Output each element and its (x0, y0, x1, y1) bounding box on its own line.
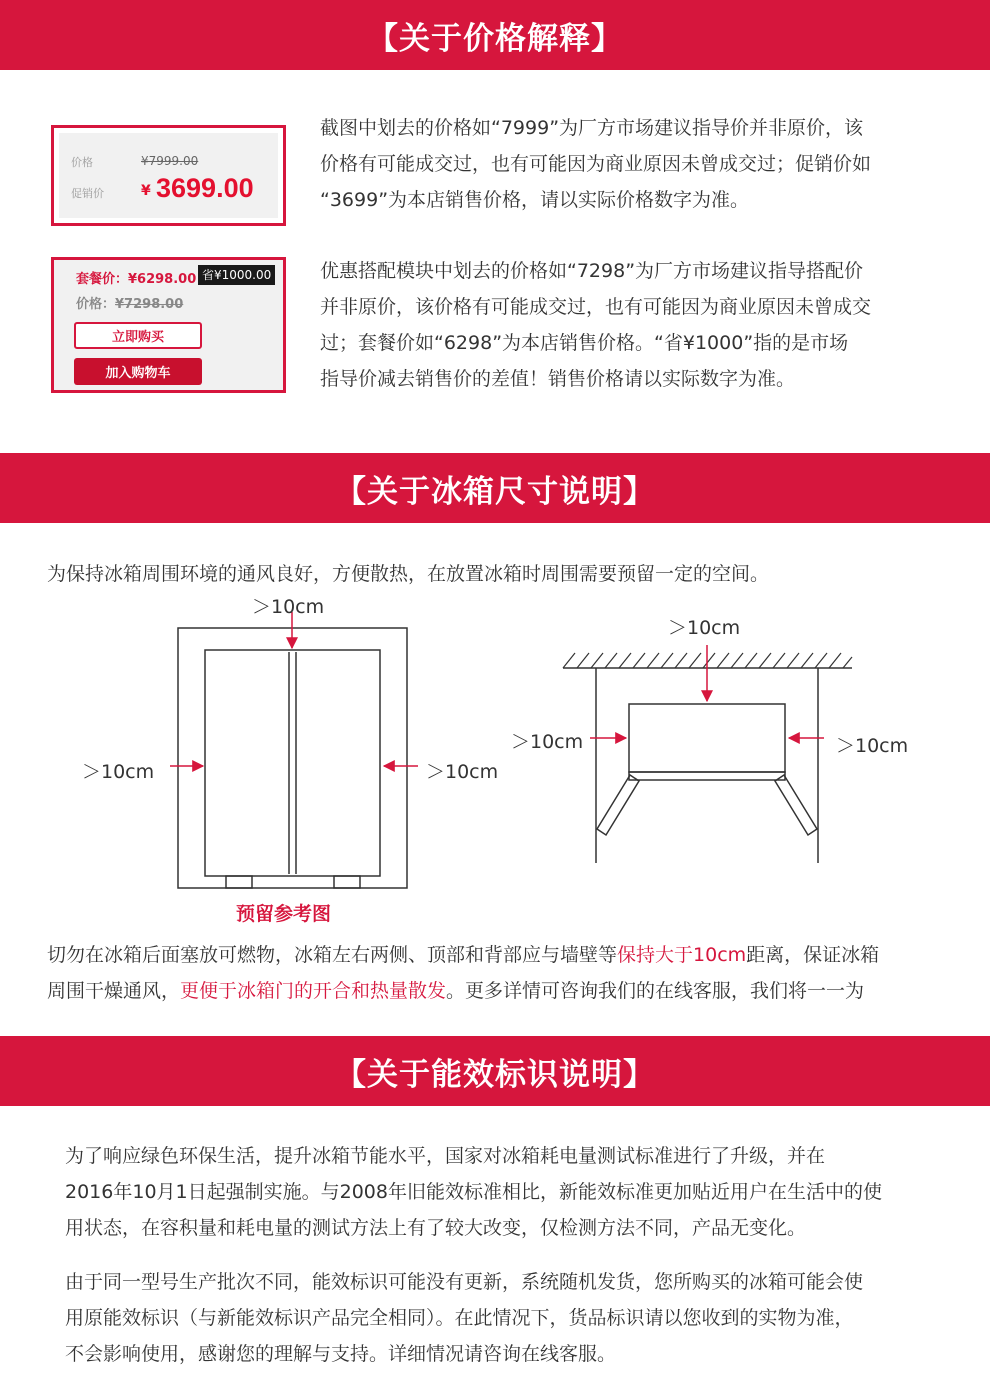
price-explanation-2 (320, 253, 871, 397)
price-explanation-1 (320, 110, 871, 218)
gap-label-top-back: ＞10cm (668, 617, 741, 639)
note-line-2 (47, 973, 879, 1009)
fridge-body (205, 650, 380, 876)
gap-label-front-top: ＞10cm (252, 596, 325, 618)
para-line: 价格有可能成交过，也有可能因为商业原因未曾成交过；促销价如 (320, 153, 872, 175)
buy-now-button[interactable]: 立即购买 (74, 322, 202, 349)
combo-card (51, 257, 286, 393)
clearance-boundary (178, 628, 407, 888)
orig-value: ¥7298.00 (115, 297, 184, 312)
price-label: 价格 (71, 156, 93, 169)
orig-label: 价格： (76, 297, 116, 312)
energy-explanation-2 (65, 1264, 863, 1372)
para-line: 用状态，在容积量和耗电量的测试方法上有了较大改变，仅检测方法不同，产品无变化。 (65, 1217, 807, 1239)
note-text: 距离，保证冰箱 (746, 944, 880, 966)
size-section-title: 【关于冰箱尺寸说明】 (335, 473, 655, 510)
price-card (51, 125, 286, 226)
size-section-banner (0, 453, 990, 523)
gap-label-top-left: ＞10cm (511, 731, 584, 753)
energy-section-title: 【关于能效标识说明】 (335, 1056, 655, 1093)
note-text: 。更多详情可咨询我们的在线客服，我们将一一为 (446, 980, 865, 1002)
open-door-left (597, 775, 639, 835)
para-line: 2016年10月1日起强制实施。与2008年旧能效标准相比，新能效标准更加贴近用户在生活中的使 (65, 1181, 882, 1203)
promo-label: 促销价 (71, 187, 104, 200)
para-line: 优惠搭配模块中划去的价格如“7298”为厂方市场建议指导搭配价 (320, 260, 864, 282)
promo-price: 3699.00 (156, 173, 254, 203)
para-line: 由于同一型号生产批次不同，能效标识可能没有更新，系统随机发货，您所购买的冰箱可能会使 (65, 1271, 864, 1293)
gap-label-front-right: ＞10cm (426, 761, 499, 783)
para-line: 不会影响使用，感谢您的理解与支持。详细情况请咨询在线客服。 (65, 1343, 617, 1365)
para-line: 用原能效标识（与新能效标识产品完全相同）。在此情况下，货品标识请以您收到的实物为准， (65, 1307, 854, 1329)
size-intro: 为保持冰箱周围环境的通风良好，方便散热，在放置冰箱时周围需要预留一定的空间。 (47, 563, 770, 585)
energy-section-banner (0, 1036, 990, 1106)
combo-price: 套餐价：¥6298.00 (76, 272, 197, 287)
note-highlight: 保持大于10cm (617, 944, 747, 966)
note-highlight: 更便于冰箱门的开合和热量散发 (180, 980, 447, 1002)
price-section-title: 【关于价格解释】 (367, 20, 623, 57)
size-note (47, 937, 879, 1009)
price-section-banner (0, 0, 990, 70)
original-price: ¥7999.00 (141, 154, 199, 168)
open-door-right (775, 775, 817, 835)
price-card-inner (59, 133, 278, 218)
fridge-top-view (629, 704, 785, 772)
para-line: 截图中划去的价格如“7999”为厂方市场建议指导价并非原价，该 (320, 117, 864, 139)
combo-original-price (76, 293, 183, 312)
gap-label-top-right: ＞10cm (836, 735, 909, 757)
promo-yen: ¥ (141, 183, 151, 199)
para-line: 过；套餐价如“6298”为本店销售价格。“省¥1000”指的是市场 (320, 332, 849, 354)
fridge-foot-left (226, 876, 252, 888)
note-text: 周围干燥通风， (47, 980, 181, 1002)
para-line: 指导价减去销售价的差值！销售价格请以实际数字为准。 (320, 368, 796, 390)
para-line: 为了响应绿色环保生活，提升冰箱节能水平，国家对冰箱耗电量测试标准进行了升级，并在 (65, 1145, 826, 1167)
save-badge: 省¥1000.00 (198, 265, 275, 285)
note-line-1 (47, 937, 879, 973)
para-line: “3699”为本店销售价格，请以实际价格数字为准。 (320, 189, 750, 211)
gap-label-front-left: ＞10cm (82, 761, 155, 783)
energy-explanation-1 (65, 1138, 882, 1246)
diagram-caption: 预留参考图 (236, 903, 332, 925)
note-text: 切勿在冰箱后面塞放可燃物，冰箱左右两侧、顶部和背部应与墙壁等 (47, 944, 618, 966)
add-to-cart-button[interactable]: 加入购物车 (74, 358, 202, 385)
para-line: 并非原价，该价格有可能成交过，也有可能因为商业原因未曾成交 (320, 296, 872, 318)
fridge-foot-right (334, 876, 360, 888)
